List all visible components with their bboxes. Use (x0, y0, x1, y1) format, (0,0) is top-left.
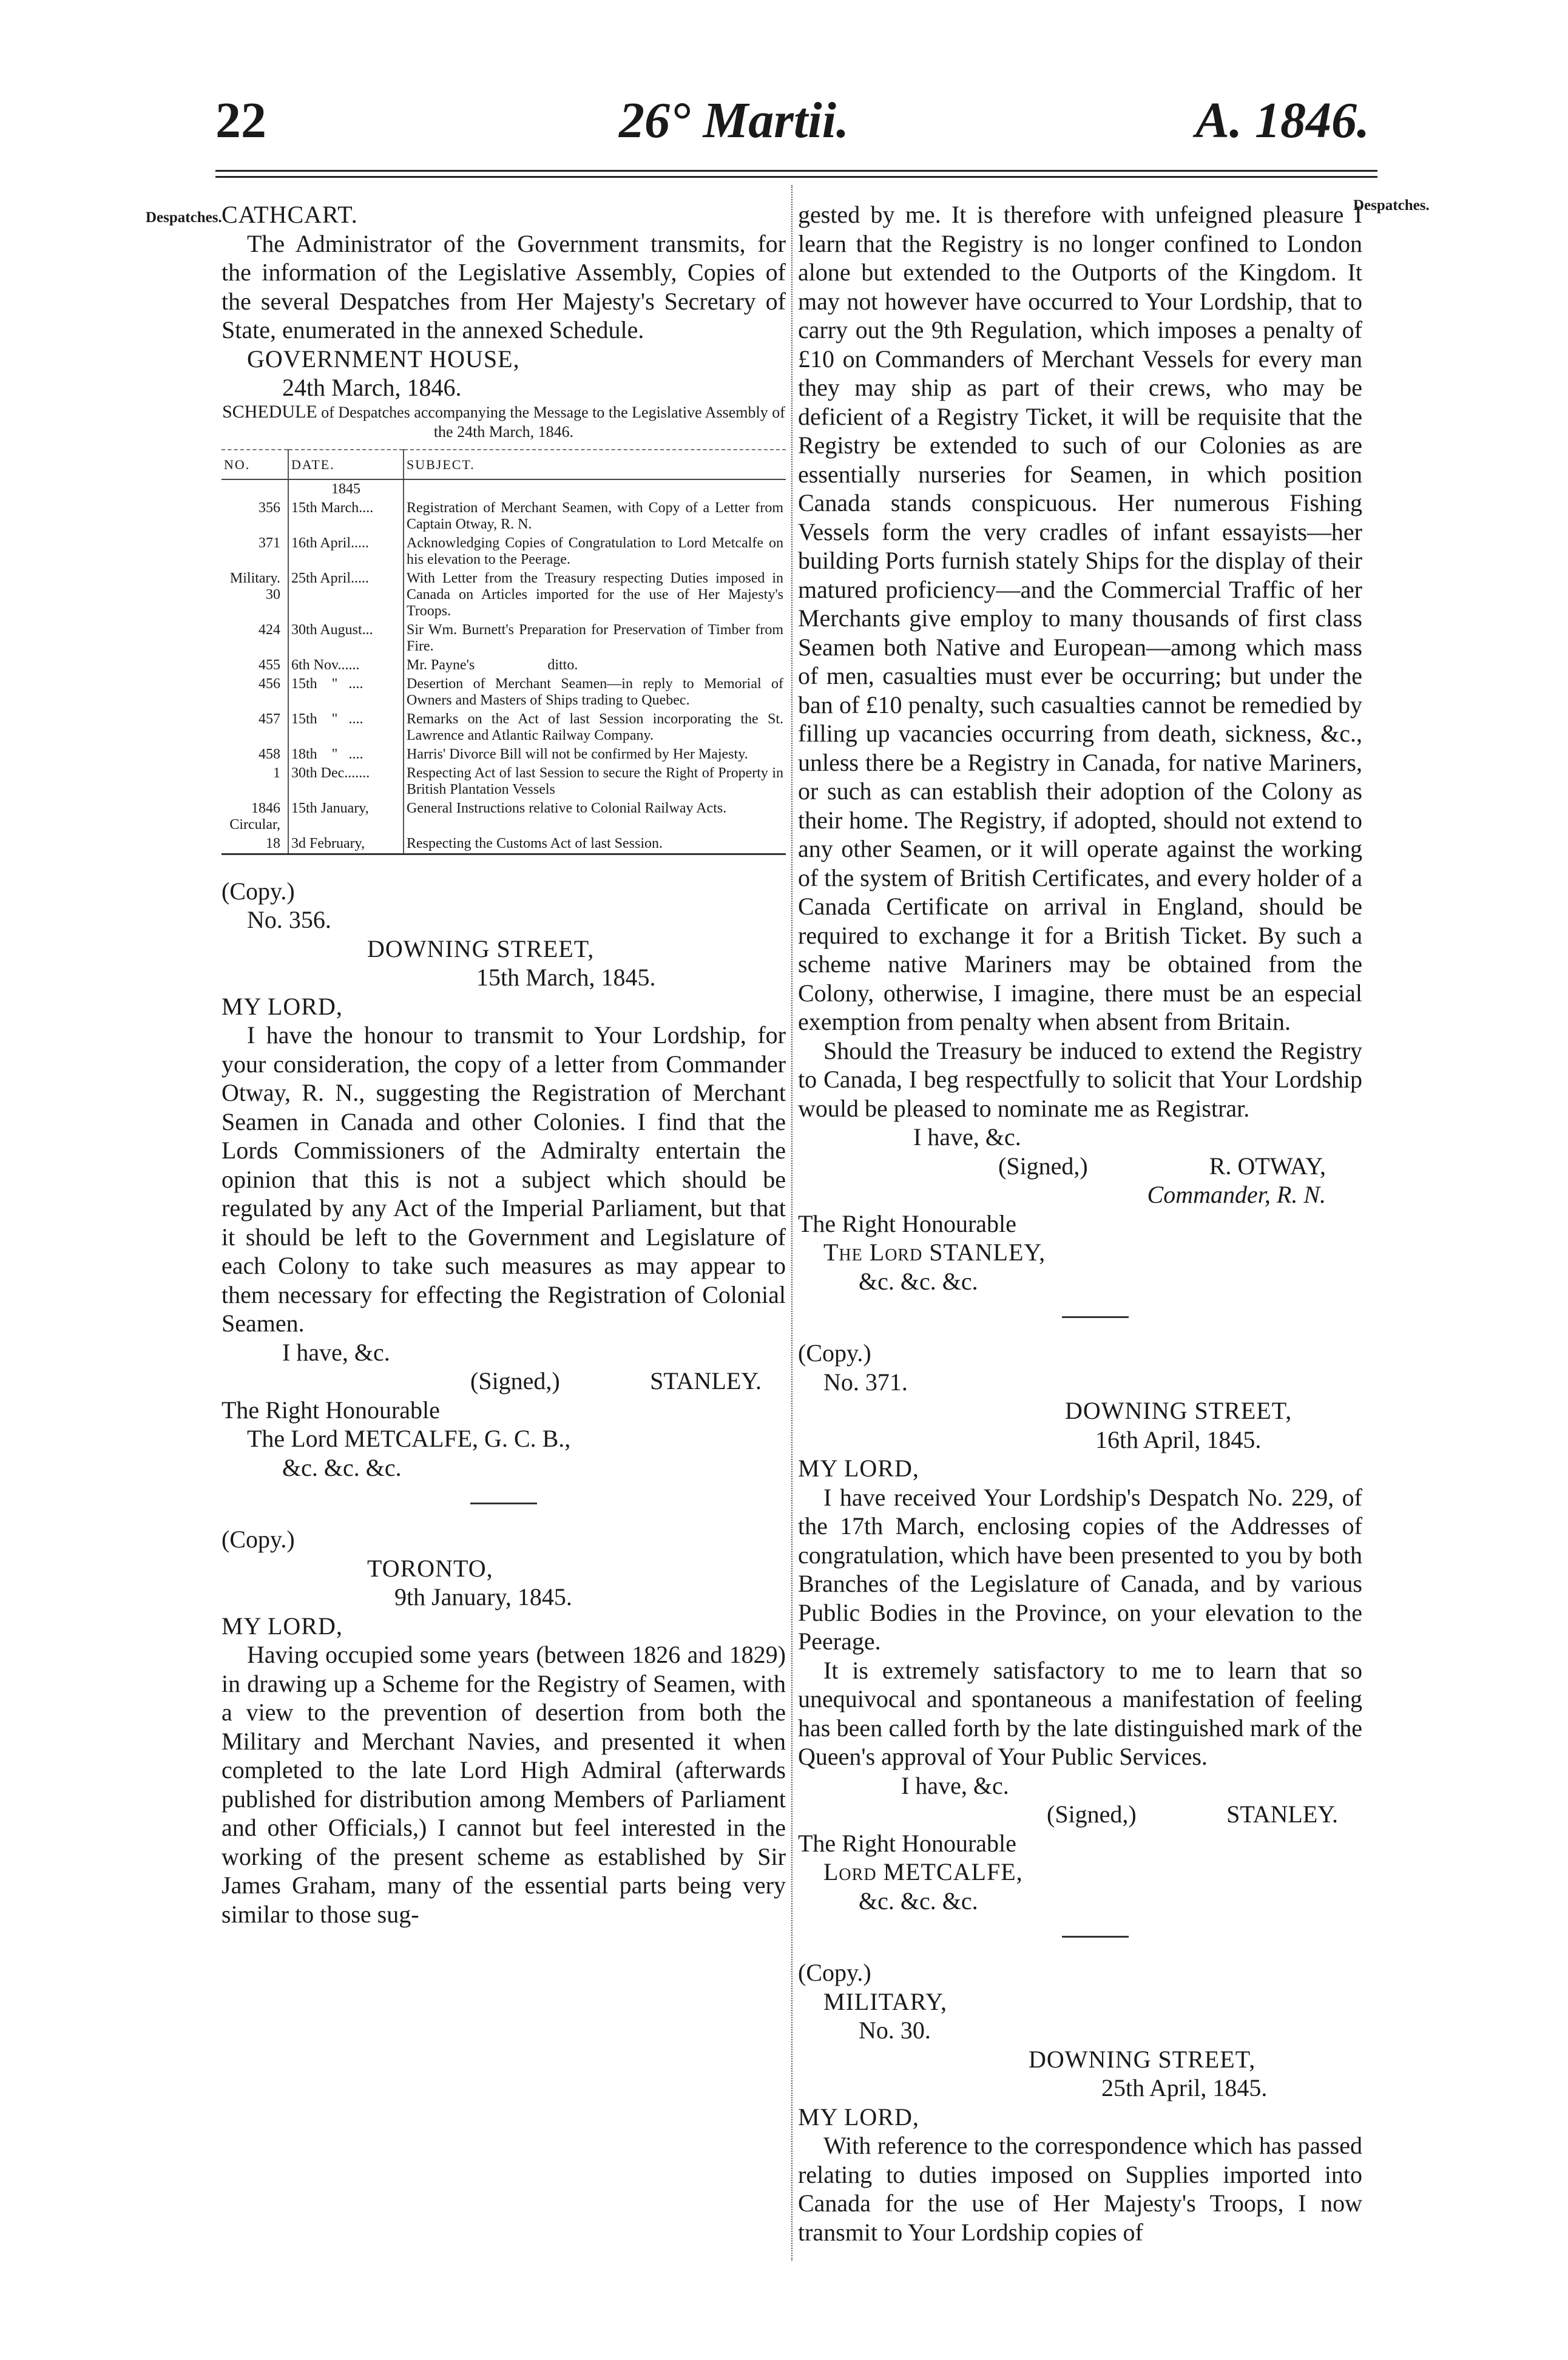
cell-no: 455 (221, 656, 288, 675)
cell-no: 424 (221, 621, 288, 656)
schedule-title-word: SCHEDULE (222, 401, 317, 422)
letter-continuation: gested by me. It is therefore with unfeigned pleasure I learn that the Registry is no longer confined to London alone but extended to the Outports of the Kingdom. It may not however have occurred to Your Lordship, that to carry out the 9th Regulation, which imposes a penalty of £10 on Commanders of Merchant Vessels for every man they may ship as part of their crews, who may be deficient of a Registry Ticket, it will be requisite that the Registry be extended to such of our Colonies as are essentially nurseries for Seamen, in which position Canada stands conspicuous. Her numerous Fishing Vessels form the very cradles of infant essayists—her building Ports furnish stately Ships for the display of their matured proficiency—and the Commercial Traffic of her Merchants give employ to many thousands of first class Seamen both Native and European—among which mass of men, casualties must ever be occurring; but under the ban of £10 penalty, such casualties cannot be remedied by filling up vacancies occurring from death, sickness, &c., unless there be a Registry in Canada, for native Mariners, or such as can establish their adoption of the Colony as their home. The Registry, if adopted, should not extend to any other Seamen, or it will operate against the working of the system of British Certificates, and every holder of a Canada Certificate on arrival in England, should be required to exchange it for a British Ticket. By such a scheme native Mariners may be obtained from the Colony, otherwise, I imagine, there must be an especial exemption from penalty when absent from Britain. (798, 201, 1362, 1035)
addressee-title: The Right Honourable (798, 1209, 1016, 1237)
cell-subject: Sir Wm. Burnett's Preparation for Preservation of Timber from Fire. (407, 621, 783, 654)
cell-date: 3d February, (288, 834, 404, 854)
margin-note-left: Despatches. (146, 209, 222, 226)
cell-date: 16th April..... (288, 534, 404, 569)
schedule-title-rest: of Despatches accompanying the Message to the Legislative Assembly of the 24th March, 1846. (321, 403, 785, 441)
section-rule (1062, 1316, 1129, 1318)
cell-no: 1 (221, 764, 288, 799)
cell-no: 356 (221, 499, 288, 534)
table-row (221, 710, 786, 745)
letter-place: TORONTO, (367, 1554, 493, 1582)
cell-subject: Registration of Merchant Seamen, with Copy of a Letter from Captain Otway, R. N. (407, 499, 783, 532)
addressee-title: The Right Honourable (798, 1829, 1016, 1857)
despatch-number: No. 371. (823, 1368, 908, 1396)
schedule-title (221, 402, 786, 442)
signed-label: (Signed,) (470, 1367, 560, 1395)
col-header-no: NO. (221, 450, 288, 479)
page-date: 26° Martii. (619, 92, 849, 149)
government-house: GOVERNMENT HOUSE, (247, 345, 520, 373)
table-row (221, 479, 786, 499)
page-number: 22 (215, 92, 266, 149)
table-row (221, 834, 786, 854)
cell-subject: Remarks on the Act of last Session incorporating the St. Lawrence and Atlantic Railway Company. (407, 711, 783, 743)
cell-date: 15th March.... (288, 499, 404, 534)
section-rule (470, 1503, 537, 1504)
letter-body: Should the Treasury be induced to extend the Registry to Canada, I beg respectfully to solicit that Your Lordship would be pleased to nominate me as Registrar. (798, 1036, 1362, 1122)
signature: STANLEY. (650, 1367, 762, 1395)
cell-date: 30th August... (288, 621, 404, 656)
cell-no: 371 (221, 534, 288, 569)
cell-subject: With Letter from the Treasury respecting Duties imposed in Canada on Articles imported for the use of Her Majesty's Troops. (407, 570, 783, 619)
table-row (221, 675, 786, 710)
cell-date: 18th " .... (288, 745, 404, 764)
signed-label: (Signed,) (998, 1152, 1088, 1180)
col-header-date: DATE. (288, 450, 404, 479)
closing: I have, &c. (913, 1123, 1021, 1151)
cell-subject: Harris' Divorce Bill will not be confirmed by Her Majesty. (407, 746, 748, 762)
cell-date: 15th January, (288, 799, 404, 834)
left-column (221, 200, 786, 1929)
addressee-etc: &c. &c. &c. (282, 1453, 402, 1481)
cell-subject: Desertion of Merchant Seamen—in reply to Memorial of Owners and Masters of Ships trading to Quebec. (407, 675, 783, 708)
cell-subject: Acknowledging Copies of Congratulation to Lord Metcalfe on his elevation to the Peerage. (407, 535, 783, 567)
letter-body: I have the honour to transmit to Your Lordship, for your consideration, the copy of a letter from Commander Otway, R. N., suggesting the Registration of Merchant Seamen in Canada and other Colonies. I find that the Lords Commissioners of the Admiralty entertain the opinion that this is not a subject which should be regulated by any Act of the Imperial Parliament, but that it should be left to the Government and Legislature of each Colony to take such measures as may appear to them necessary for effecting the Registration of Colonial Seamen. (221, 1021, 786, 1337)
despatch-date: 16th April, 1845. (1095, 1425, 1262, 1453)
salutation: MY LORD, (221, 992, 343, 1020)
despatch-number: No. 356. (247, 906, 331, 933)
cell-no: 458 (221, 745, 288, 764)
letter-body: Having occupied some years (between 1826 and 1829) in drawing up a Scheme for the Registry of Seamen, with a view to the prevention of desertion from both the Military and Merchant Navies, and presented it when completed to the late Lord High Admiral (afterwards published for distribution among Members of Parliament and other Officials,) I cannot but feel interested in the working of the present scheme as established by Sir James Graham, many of the essential parts being very similar to those sug- (221, 1641, 786, 1928)
addressee-etc: &c. &c. &c. (859, 1887, 978, 1915)
copy-label: (Copy.) (221, 1526, 295, 1553)
letter-body: I have received Your Lordship's Despatch No. 229, of the 17th March, enclosing copies of the Addresses of congratulation, which have been presented to you by both Branches of the Legislature of Canada, and by various Public Bodies in the Province, on your elevation to the Peerage. (798, 1483, 1362, 1655)
signature-line (221, 1367, 786, 1396)
cell-date: 15th " .... (288, 675, 404, 710)
letter-body: With reference to the correspondence which has passed relating to duties imposed on Supplies imported into Canada for the use of Her Majesty's Troops, I now transmit to Your Lordship copies of (798, 2132, 1362, 2246)
despatch-category: MILITARY, (823, 1987, 947, 2015)
cell-subject: Respecting the Customs Act of last Session. (404, 834, 786, 854)
page-header (0, 91, 1568, 164)
header-rule-top (215, 170, 1377, 172)
page-year: A. 1846. (1195, 92, 1370, 149)
column-divider (791, 185, 792, 2260)
table-row (221, 745, 786, 764)
salutation: MY LORD, (221, 1612, 343, 1640)
signature-title: Commander, R. N. (1147, 1181, 1326, 1208)
cell-no: 456 (221, 675, 288, 710)
message-intro: The Administrator of the Government transmits, for the information of the Legislative Assembly, Copies of the several Despatches from Her Majesty's Secretary of State, enumerated in the annexed Schedule. (221, 229, 786, 343)
copy-label: (Copy.) (798, 1959, 871, 1986)
signature: R. OTWAY, (1209, 1152, 1326, 1180)
table-row (221, 764, 786, 799)
cell-date: 25th April..... (288, 569, 404, 621)
cell-no: 18 (221, 834, 288, 854)
cell-no: 457 (221, 710, 288, 745)
cell-subject: Respecting Act of last Session to secure the Right of Property in British Plantation Vessels (407, 765, 783, 797)
table-row (221, 569, 786, 621)
despatch-place: DOWNING STREET, (1029, 2045, 1256, 2073)
right-column (798, 200, 1362, 2247)
addressee-name: The Lord STANLEY, (823, 1239, 1046, 1266)
despatch-number: No. 30. (859, 2017, 931, 2044)
cell-date: 30th Dec....... (288, 764, 404, 799)
schedule-table (221, 449, 786, 855)
margin-note-right: Despatches. (1353, 197, 1430, 214)
salutation: MY LORD, (798, 1455, 919, 1482)
cell-subject (404, 479, 786, 499)
copy-label: (Copy.) (221, 877, 295, 905)
sender-name: CATHCART. (221, 201, 358, 228)
addressee-etc: &c. &c. &c. (859, 1267, 978, 1295)
despatch-place: DOWNING STREET, (367, 935, 595, 962)
addressee-name: The Lord METCALFE, G. C. B., (247, 1425, 571, 1452)
addressee-name: Lord METCALFE, (823, 1858, 1023, 1885)
letter-date: 9th January, 1845. (394, 1583, 572, 1611)
signature-line (798, 1800, 1362, 1829)
table-row (221, 499, 786, 534)
section-rule (1062, 1936, 1129, 1938)
despatch-date: 15th March, 1845. (476, 964, 656, 991)
cell-date: 1845 (288, 479, 404, 499)
table-row (221, 656, 786, 675)
message-date: 24th March, 1846. (282, 374, 462, 401)
cell-date: 15th " .... (288, 710, 404, 745)
table-row (221, 621, 786, 656)
cell-no: Military. 30 (221, 569, 288, 621)
closing: I have, &c. (901, 1771, 1009, 1799)
salutation: MY LORD, (798, 2103, 919, 2131)
signature: STANLEY. (1226, 1800, 1338, 1828)
cell-no (221, 479, 288, 499)
cell-subject: General Instructions relative to Colonial Railway Acts. (407, 800, 727, 816)
signed-label: (Signed,) (1047, 1800, 1137, 1828)
col-header-subject: SUBJECT. (404, 450, 786, 479)
copy-label: (Copy.) (798, 1339, 871, 1367)
cell-subject: Mr. Payne's ditto. (407, 657, 578, 673)
signature-line (798, 1152, 1362, 1181)
table-row (221, 799, 786, 834)
despatch-place: DOWNING STREET, (1065, 1397, 1293, 1424)
despatch-date: 25th April, 1845. (1101, 2074, 1268, 2101)
cell-date: 6th Nov...... (288, 656, 404, 675)
table-row (221, 534, 786, 569)
cell-no: 1846 Circular, (221, 799, 288, 834)
header-rule-bottom (215, 176, 1377, 178)
closing: I have, &c. (282, 1338, 390, 1366)
addressee-title: The Right Honourable (221, 1396, 440, 1424)
letter-body: It is extremely satisfactory to me to learn that so unequivocal and spontaneous a manifestation of feeling has been called forth by the late distinguished mark of the Queen's approval of Your Public Services. (798, 1656, 1362, 1770)
